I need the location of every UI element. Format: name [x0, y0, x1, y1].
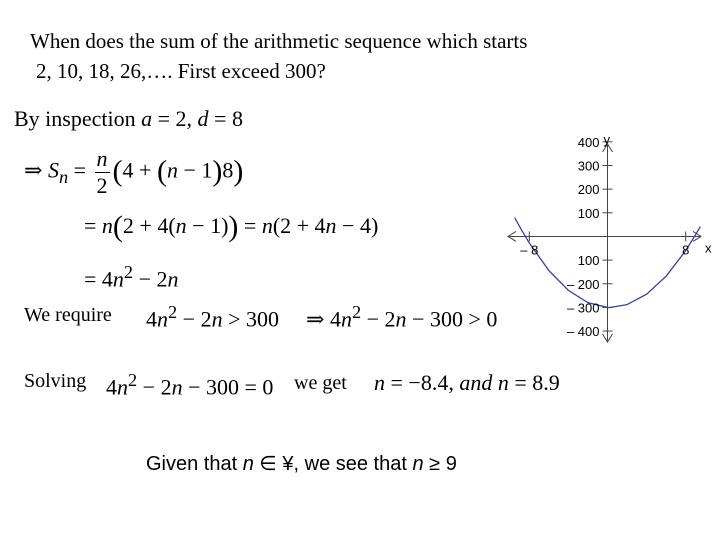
n-variable: n [374, 370, 385, 395]
term: − 2 [361, 306, 396, 332]
bracket-content: − 1) [186, 213, 229, 238]
solving-label: Solving [24, 370, 87, 392]
term: > 300 [222, 306, 280, 332]
x-tick-label: 8 [682, 242, 690, 258]
equals-sign: = [84, 213, 97, 238]
require-inequality-1 [146, 302, 279, 332]
d-variable: d [197, 106, 209, 131]
n-variable: n [340, 306, 352, 332]
graph-labels [520, 132, 712, 339]
question-line-2: 2, 10, 18, 26,…. First exceed 300? [36, 59, 326, 83]
a-value: = 2, [152, 106, 198, 131]
close-paren: ) [233, 154, 244, 188]
close-paren: ) [228, 210, 239, 243]
solutions [374, 370, 560, 396]
and-word: and [459, 370, 493, 395]
exponent: 2 [128, 370, 138, 390]
n-variable: n [175, 213, 187, 238]
sum-subscript: n [58, 166, 69, 187]
equals-sign: = [73, 157, 87, 183]
n-variable: n [112, 266, 124, 292]
implies-symbol: ⇒ [306, 306, 325, 332]
inner-n: n [166, 157, 178, 183]
coefficient: 4 [106, 374, 117, 400]
n-variable: n [171, 374, 183, 400]
conclusion-text: , we see that [293, 453, 413, 475]
a-variable: a [141, 106, 153, 131]
implies-symbol: ⇒ [24, 157, 43, 183]
y-axis-label: y [603, 132, 610, 147]
y-tick-label: 100 [577, 253, 600, 269]
n-variable: n [395, 306, 407, 332]
open-paren: ( [112, 210, 123, 243]
solution-value: = 8.9 [508, 370, 560, 395]
coefficient: 4 [146, 306, 157, 332]
n-over-2-fraction [95, 148, 110, 197]
y-tick-label: – 400 [566, 324, 600, 340]
bracket-content: − 4) [336, 213, 379, 238]
n-variable: n [242, 453, 254, 475]
require-label: We require [24, 304, 112, 326]
sum-formula-line [24, 148, 243, 197]
open-paren-inner: ( [156, 154, 167, 188]
solution-value: = −8.4, [385, 370, 460, 395]
close-paren-inner: ) [212, 154, 223, 188]
n-variable: n [412, 453, 424, 475]
x-tick-label: – 8 [520, 242, 539, 258]
inspection-label: By inspection [14, 106, 136, 131]
y-tick-label: 400 [577, 134, 600, 150]
y-tick-label: – 200 [566, 276, 600, 292]
we-get-label: we get [294, 372, 347, 394]
fraction-numerator: n [96, 146, 108, 171]
conclusion [146, 451, 457, 476]
coefficient: 4 [329, 306, 341, 332]
term: − 2 [177, 306, 212, 332]
y-tick-label: 200 [577, 182, 600, 198]
y-tick-label: – 300 [566, 300, 600, 316]
n-variable: n [101, 213, 113, 238]
require-inequality-2 [306, 302, 497, 332]
x-axis-label: x [705, 240, 712, 256]
bracket-content: (2 + 4 [272, 213, 326, 238]
n-variable: n [117, 374, 128, 400]
n-variable: n [325, 213, 337, 238]
solving-equation [106, 370, 273, 400]
inspection-line [14, 106, 243, 132]
inner-eight: 8 [222, 157, 234, 183]
parabola-graph [500, 130, 715, 350]
n-variable: n [157, 306, 168, 332]
term: − 2 [137, 374, 172, 400]
inequality-tail: ≥ 9 [423, 453, 457, 475]
open-paren: ( [112, 154, 123, 188]
n-variable: n [497, 370, 509, 395]
exponent: 2 [168, 302, 178, 322]
exponent: 2 [351, 302, 362, 322]
term: − 300 > 0 [406, 306, 498, 332]
minus-two: − 2 [133, 266, 168, 292]
y-tick-label: 300 [577, 158, 600, 174]
equals-four: = 4 [84, 266, 113, 292]
inner-minus-one: − 1 [177, 157, 213, 183]
simplify-line-2 [84, 262, 179, 292]
fraction-denominator: 2 [96, 173, 108, 198]
term: − 300 = 0 [182, 374, 274, 400]
sum-symbol: S [47, 157, 59, 183]
d-value: = 8 [208, 106, 243, 131]
equals-sign: = [238, 213, 262, 238]
question-line-1: When does the sum of the arithmetic sequence which starts [30, 29, 528, 53]
n-variable: n [167, 266, 179, 292]
inner-four-plus: 4 + [122, 157, 157, 183]
n-variable: n [261, 213, 273, 238]
bracket-content: 2 + 4( [122, 213, 176, 238]
set-membership: ∈ ¥ [253, 453, 294, 475]
n-variable: n [211, 306, 223, 332]
y-tick-label: 100 [577, 205, 600, 221]
simplify-line-1 [84, 210, 378, 244]
conclusion-text: Given that [146, 453, 243, 475]
exponent: 2 [123, 262, 134, 282]
